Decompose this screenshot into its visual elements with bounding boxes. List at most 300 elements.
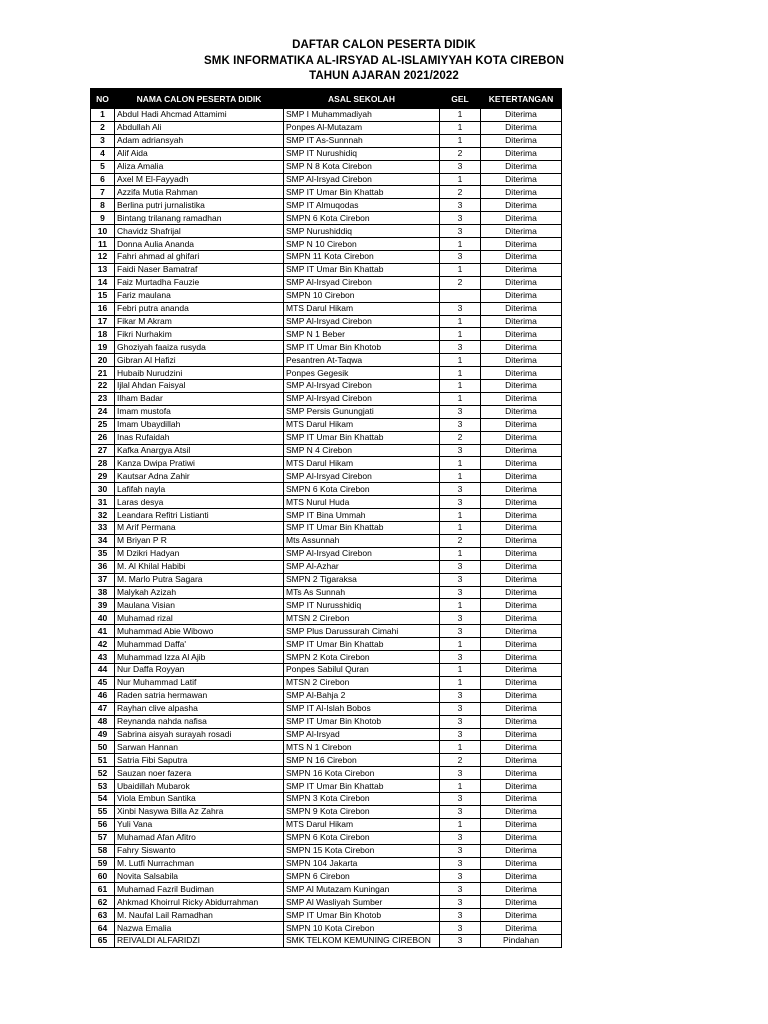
wave-number: 3: [440, 341, 481, 354]
row-number: 37: [91, 573, 115, 586]
status-text: Diterima: [481, 560, 562, 573]
student-table: [90, 88, 562, 948]
status-text: Diterima: [481, 263, 562, 276]
row-number: 56: [91, 818, 115, 831]
student-name: Muhamad Fazril Budiman: [115, 883, 284, 896]
status-text: Diterima: [481, 496, 562, 509]
status-text: Diterima: [481, 728, 562, 741]
table-row: [91, 651, 562, 664]
table-row: [91, 392, 562, 405]
origin-school: SMP Al Mutazam Kuningan: [284, 883, 440, 896]
wave-number: 3: [440, 483, 481, 496]
wave-number: 1: [440, 315, 481, 328]
status-text: Diterima: [481, 380, 562, 393]
student-name: Novita Salsabila: [115, 870, 284, 883]
table-row: [91, 522, 562, 535]
row-number: 24: [91, 405, 115, 418]
table-body: [91, 109, 562, 948]
status-text: Diterima: [481, 354, 562, 367]
student-name: Muhamad Afan Afitro: [115, 831, 284, 844]
row-number: 10: [91, 225, 115, 238]
row-number: 33: [91, 522, 115, 535]
student-name: Raden satria hermawan: [115, 689, 284, 702]
table-row: [91, 922, 562, 935]
origin-school: Ponpes Al-Mutazam: [284, 121, 440, 134]
wave-number: 1: [440, 818, 481, 831]
table-row: [91, 496, 562, 509]
table-row: [91, 599, 562, 612]
origin-school: SMPN 10 Kota Cirebon: [284, 922, 440, 935]
table-row: [91, 147, 562, 160]
header-status: KETERTANGAN: [481, 89, 562, 109]
document-title: DAFTAR CALON PESERTA DIDIK: [292, 39, 476, 51]
wave-number: 3: [440, 935, 481, 948]
student-name: Fahri ahmad al ghifari: [115, 250, 284, 263]
student-name: Fariz maulana: [115, 289, 284, 302]
wave-number: 3: [440, 586, 481, 599]
row-number: 49: [91, 728, 115, 741]
row-number: 25: [91, 418, 115, 431]
wave-number: 3: [440, 831, 481, 844]
student-name: Kautsar Adna Zahir: [115, 470, 284, 483]
table-row: [91, 160, 562, 173]
status-text: Diterima: [481, 715, 562, 728]
wave-number: 3: [440, 573, 481, 586]
table-row: [91, 405, 562, 418]
status-text: Diterima: [481, 186, 562, 199]
student-name: Kanza Dwipa Pratiwi: [115, 457, 284, 470]
table-row: [91, 121, 562, 134]
row-number: 18: [91, 328, 115, 341]
wave-number: 3: [440, 250, 481, 263]
wave-number: 1: [440, 741, 481, 754]
status-text: Diterima: [481, 625, 562, 638]
origin-school: MTS Darul Hikam: [284, 818, 440, 831]
status-text: Diterima: [481, 289, 562, 302]
origin-school: SMP N 8 Kota Cirebon: [284, 160, 440, 173]
status-text: Pindahan: [481, 935, 562, 948]
student-name: Bintang trilanang ramadhan: [115, 212, 284, 225]
origin-school: SMPN 6 Kota Cirebon: [284, 483, 440, 496]
header-name: NAMA CALON PESERTA DIDIK: [115, 89, 284, 109]
origin-school: SMP IT Umar Bin Khattab: [284, 431, 440, 444]
status-text: Diterima: [481, 212, 562, 225]
student-name: M Briyan P R: [115, 534, 284, 547]
status-text: Diterima: [481, 470, 562, 483]
status-text: Diterima: [481, 702, 562, 715]
wave-number: 3: [440, 805, 481, 818]
student-name: Donna Aulia Ananda: [115, 238, 284, 251]
row-number: 55: [91, 805, 115, 818]
student-name: Nazwa Emalia: [115, 922, 284, 935]
origin-school: SMP Al-Irsyad Cirebon: [284, 547, 440, 560]
row-number: 51: [91, 754, 115, 767]
student-name: Nur Muhammad Latif: [115, 676, 284, 689]
row-number: 52: [91, 767, 115, 780]
status-text: Diterima: [481, 599, 562, 612]
student-name: Imam Ubaydillah: [115, 418, 284, 431]
origin-school: SMPN 3 Kota Cirebon: [284, 793, 440, 806]
table-row: [91, 560, 562, 573]
origin-school: MTS N 1 Cirebon: [284, 741, 440, 754]
row-number: 19: [91, 341, 115, 354]
student-name: Faidi Naser Bamatraf: [115, 263, 284, 276]
wave-number: 3: [440, 883, 481, 896]
row-number: 48: [91, 715, 115, 728]
table-row: [91, 547, 562, 560]
student-name: Xinbi Nasywa Billa Az Zahra: [115, 805, 284, 818]
table-row: [91, 715, 562, 728]
origin-school: SMP Al-Irsyad Cirebon: [284, 315, 440, 328]
table-row: [91, 250, 562, 263]
wave-number: 1: [440, 599, 481, 612]
status-text: Diterima: [481, 793, 562, 806]
table-row: [91, 870, 562, 883]
wave-number: 2: [440, 431, 481, 444]
status-text: Diterima: [481, 522, 562, 535]
status-text: Diterima: [481, 147, 562, 160]
row-number: 17: [91, 315, 115, 328]
table-row: [91, 199, 562, 212]
student-name: Abdullah Ali: [115, 121, 284, 134]
origin-school: MTSN 2 Cirebon: [284, 612, 440, 625]
row-number: 2: [91, 121, 115, 134]
origin-school: MTSN 2 Cirebon: [284, 676, 440, 689]
table-row: [91, 444, 562, 457]
wave-number: 1: [440, 354, 481, 367]
row-number: 38: [91, 586, 115, 599]
student-name: Imam mustofa: [115, 405, 284, 418]
status-text: Diterima: [481, 225, 562, 238]
origin-school: Mts Assunnah: [284, 534, 440, 547]
origin-school: Pesantren At-Taqwa: [284, 354, 440, 367]
student-name: Yuli Vana: [115, 818, 284, 831]
row-number: 28: [91, 457, 115, 470]
table-row: [91, 263, 562, 276]
row-number: 7: [91, 186, 115, 199]
row-number: 64: [91, 922, 115, 935]
table-row: [91, 573, 562, 586]
origin-school: SMPN 6 Kota Cirebon: [284, 831, 440, 844]
wave-number: 3: [440, 702, 481, 715]
student-name: Hubaib Nurudzini: [115, 367, 284, 380]
row-number: 44: [91, 663, 115, 676]
row-number: 58: [91, 844, 115, 857]
wave-number: 3: [440, 793, 481, 806]
origin-school: SMK TELKOM KEMUNING CIREBON: [284, 935, 440, 948]
table-row: [91, 818, 562, 831]
status-text: Diterima: [481, 586, 562, 599]
student-name: Muhammad Izza Al Ajib: [115, 651, 284, 664]
status-text: Diterima: [481, 741, 562, 754]
wave-number: 3: [440, 405, 481, 418]
student-name: Muhammad Daffa': [115, 638, 284, 651]
row-number: 9: [91, 212, 115, 225]
student-name: M. Lutfi Nurrachman: [115, 857, 284, 870]
table-row: [91, 534, 562, 547]
origin-school: SMP Al-Irsyad Cirebon: [284, 276, 440, 289]
origin-school: MTs As Sunnah: [284, 586, 440, 599]
student-name: M Dzikri Hadyan: [115, 547, 284, 560]
wave-number: 1: [440, 392, 481, 405]
wave-number: 1: [440, 509, 481, 522]
student-name: Satria Fibi Saputra: [115, 754, 284, 767]
origin-school: SMP Plus Darussurah Cimahi: [284, 625, 440, 638]
row-number: 11: [91, 238, 115, 251]
wave-number: 3: [440, 922, 481, 935]
row-number: 26: [91, 431, 115, 444]
origin-school: SMP IT Umar Bin Khattab: [284, 186, 440, 199]
wave-number: 3: [440, 651, 481, 664]
origin-school: SMP Al-Irsyad Cirebon: [284, 380, 440, 393]
student-name: M. Marlo Putra Sagara: [115, 573, 284, 586]
status-text: Diterima: [481, 818, 562, 831]
row-number: 16: [91, 302, 115, 315]
header-gel: GEL: [440, 89, 481, 109]
wave-number: 3: [440, 444, 481, 457]
table-row: [91, 780, 562, 793]
wave-number: 3: [440, 302, 481, 315]
table-row: [91, 509, 562, 522]
row-number: 14: [91, 276, 115, 289]
origin-school: SMP IT Umar Bin Khotob: [284, 909, 440, 922]
table-row: [91, 483, 562, 496]
wave-number: 2: [440, 147, 481, 160]
wave-number: 1: [440, 547, 481, 560]
status-text: Diterima: [481, 173, 562, 186]
status-text: Diterima: [481, 612, 562, 625]
wave-number: 3: [440, 199, 481, 212]
origin-school: MTS Darul Hikam: [284, 457, 440, 470]
row-number: 29: [91, 470, 115, 483]
origin-school: SMPN 2 Tigaraksa: [284, 573, 440, 586]
wave-number: 3: [440, 496, 481, 509]
status-text: Diterima: [481, 844, 562, 857]
origin-school: SMP IT Umar Bin Khattab: [284, 522, 440, 535]
wave-number: 3: [440, 418, 481, 431]
row-number: 21: [91, 367, 115, 380]
row-number: 54: [91, 793, 115, 806]
student-name: Gibran Al Hafizi: [115, 354, 284, 367]
origin-school: SMP Al-Irsyad Cirebon: [284, 173, 440, 186]
student-name: Nur Daffa Royyan: [115, 663, 284, 676]
status-text: Diterima: [481, 341, 562, 354]
table-row: [91, 289, 562, 302]
student-name: Sabrina aisyah surayah rosadi: [115, 728, 284, 741]
status-text: Diterima: [481, 160, 562, 173]
student-name: Laras desya: [115, 496, 284, 509]
status-text: Diterima: [481, 896, 562, 909]
wave-number: 1: [440, 121, 481, 134]
school-name: SMK INFORMATIKA AL-IRSYAD AL-ISLAMIYYAH KOTA CIREBON: [204, 54, 564, 67]
origin-school: SMPN 15 Kota Cirebon: [284, 844, 440, 857]
origin-school: SMPN 104 Jakarta: [284, 857, 440, 870]
table-row: [91, 625, 562, 638]
row-number: 46: [91, 689, 115, 702]
student-name: Faiz Murtadha Fauzie: [115, 276, 284, 289]
table-row: [91, 586, 562, 599]
table-row: [91, 612, 562, 625]
wave-number: 3: [440, 160, 481, 173]
status-text: Diterima: [481, 328, 562, 341]
origin-school: SMP IT Umar Bin Khattab: [284, 780, 440, 793]
wave-number: 1: [440, 328, 481, 341]
status-text: Diterima: [481, 870, 562, 883]
status-text: Diterima: [481, 663, 562, 676]
row-number: 39: [91, 599, 115, 612]
student-name: Sarwan Hannan: [115, 741, 284, 754]
status-text: Diterima: [481, 883, 562, 896]
student-name: Viola Embun Santika: [115, 793, 284, 806]
wave-number: 3: [440, 909, 481, 922]
wave-number: [440, 289, 481, 302]
student-name: Malykah Azizah: [115, 586, 284, 599]
table-row: [91, 663, 562, 676]
row-number: 8: [91, 199, 115, 212]
table-row: [91, 109, 562, 122]
wave-number: 1: [440, 457, 481, 470]
student-name: Maulana Visian: [115, 599, 284, 612]
origin-school: MTS Nurul Huda: [284, 496, 440, 509]
row-number: 20: [91, 354, 115, 367]
wave-number: 3: [440, 767, 481, 780]
wave-number: 3: [440, 560, 481, 573]
wave-number: 1: [440, 238, 481, 251]
student-name: REIVALDI ALFARIDZI: [115, 935, 284, 948]
status-text: Diterima: [481, 315, 562, 328]
origin-school: SMP Nurushiddiq: [284, 225, 440, 238]
wave-number: 3: [440, 728, 481, 741]
status-text: Diterima: [481, 483, 562, 496]
student-name: Reynanda nahda nafisa: [115, 715, 284, 728]
status-text: Diterima: [481, 805, 562, 818]
status-text: Diterima: [481, 509, 562, 522]
row-number: 65: [91, 935, 115, 948]
row-number: 41: [91, 625, 115, 638]
origin-school: SMPN 6 Kota Cirebon: [284, 212, 440, 225]
academic-year: TAHUN AJARAN 2021/2022: [309, 70, 459, 82]
table-row: [91, 470, 562, 483]
table-row: [91, 857, 562, 870]
wave-number: 1: [440, 380, 481, 393]
origin-school: SMP IT Almuqodas: [284, 199, 440, 212]
wave-number: 3: [440, 870, 481, 883]
wave-number: 1: [440, 780, 481, 793]
row-number: 15: [91, 289, 115, 302]
origin-school: SMP Al Wasliyah Sumber: [284, 896, 440, 909]
origin-school: SMP IT Umar Bin Khotob: [284, 341, 440, 354]
table-row: [91, 793, 562, 806]
status-text: Diterima: [481, 689, 562, 702]
wave-number: 3: [440, 857, 481, 870]
row-number: 13: [91, 263, 115, 276]
table-row: [91, 302, 562, 315]
table-row: [91, 767, 562, 780]
status-text: Diterima: [481, 405, 562, 418]
origin-school: SMP IT As-Sunnnah: [284, 134, 440, 147]
student-name: Ghoziyah faaiza rusyda: [115, 341, 284, 354]
row-number: 60: [91, 870, 115, 883]
wave-number: 2: [440, 754, 481, 767]
wave-number: 3: [440, 612, 481, 625]
student-name: Axel M El-Fayyadh: [115, 173, 284, 186]
student-name: Abdul Hadi Ahcmad Attamimi: [115, 109, 284, 122]
origin-school: SMPN 10 Cirebon: [284, 289, 440, 302]
student-name: Ijlal Ahdan Faisyal: [115, 380, 284, 393]
status-text: Diterima: [481, 831, 562, 844]
status-text: Diterima: [481, 276, 562, 289]
student-name: Muhamad rizal: [115, 612, 284, 625]
origin-school: SMP IT Nurusshidiq: [284, 599, 440, 612]
row-number: 40: [91, 612, 115, 625]
status-text: Diterima: [481, 767, 562, 780]
origin-school: SMP N 4 Cirebon: [284, 444, 440, 457]
table-row: [91, 367, 562, 380]
origin-school: SMPN 9 Kota Cirebon: [284, 805, 440, 818]
student-name: M. Al Khilal Habibi: [115, 560, 284, 573]
student-name: Azzifa Mutia Rahman: [115, 186, 284, 199]
origin-school: SMP N 1 Beber: [284, 328, 440, 341]
table-row: [91, 238, 562, 251]
table-row: [91, 134, 562, 147]
student-name: Fahry Siswanto: [115, 844, 284, 857]
status-text: Diterima: [481, 573, 562, 586]
wave-number: 3: [440, 896, 481, 909]
table-row: [91, 173, 562, 186]
table-row: [91, 909, 562, 922]
row-number: 59: [91, 857, 115, 870]
row-number: 35: [91, 547, 115, 560]
table-row: [91, 354, 562, 367]
status-text: Diterima: [481, 302, 562, 315]
status-text: Diterima: [481, 547, 562, 560]
table-row: [91, 315, 562, 328]
table-row: [91, 935, 562, 948]
table-row: [91, 754, 562, 767]
row-number: 12: [91, 250, 115, 263]
table-row: [91, 225, 562, 238]
origin-school: SMP IT Bina Ummah: [284, 509, 440, 522]
row-number: 50: [91, 741, 115, 754]
wave-number: 2: [440, 186, 481, 199]
status-text: Diterima: [481, 367, 562, 380]
table-row: [91, 896, 562, 909]
origin-school: SMPN 16 Kota Cirebon: [284, 767, 440, 780]
student-name: Aliza Amalia: [115, 160, 284, 173]
table-row: [91, 883, 562, 896]
wave-number: 1: [440, 638, 481, 651]
origin-school: SMPN 11 Kota Cirebon: [284, 250, 440, 263]
row-number: 3: [91, 134, 115, 147]
row-number: 43: [91, 651, 115, 664]
origin-school: SMP N 16 Cirebon: [284, 754, 440, 767]
origin-school: SMPN 2 Kota Cirebon: [284, 651, 440, 664]
wave-number: 3: [440, 225, 481, 238]
wave-number: 1: [440, 367, 481, 380]
origin-school: MTS Darul Hikam: [284, 418, 440, 431]
origin-school: SMP Al-Irsyad Cirebon: [284, 470, 440, 483]
table-row: [91, 186, 562, 199]
student-name: Muhammad Abie Wibowo: [115, 625, 284, 638]
status-text: Diterima: [481, 431, 562, 444]
student-name: Sauzan noer fazera: [115, 767, 284, 780]
table-row: [91, 380, 562, 393]
row-number: 27: [91, 444, 115, 457]
table-row: [91, 431, 562, 444]
table-row: [91, 276, 562, 289]
origin-school: SMP Al-Irsyad Cirebon: [284, 392, 440, 405]
status-text: Diterima: [481, 457, 562, 470]
